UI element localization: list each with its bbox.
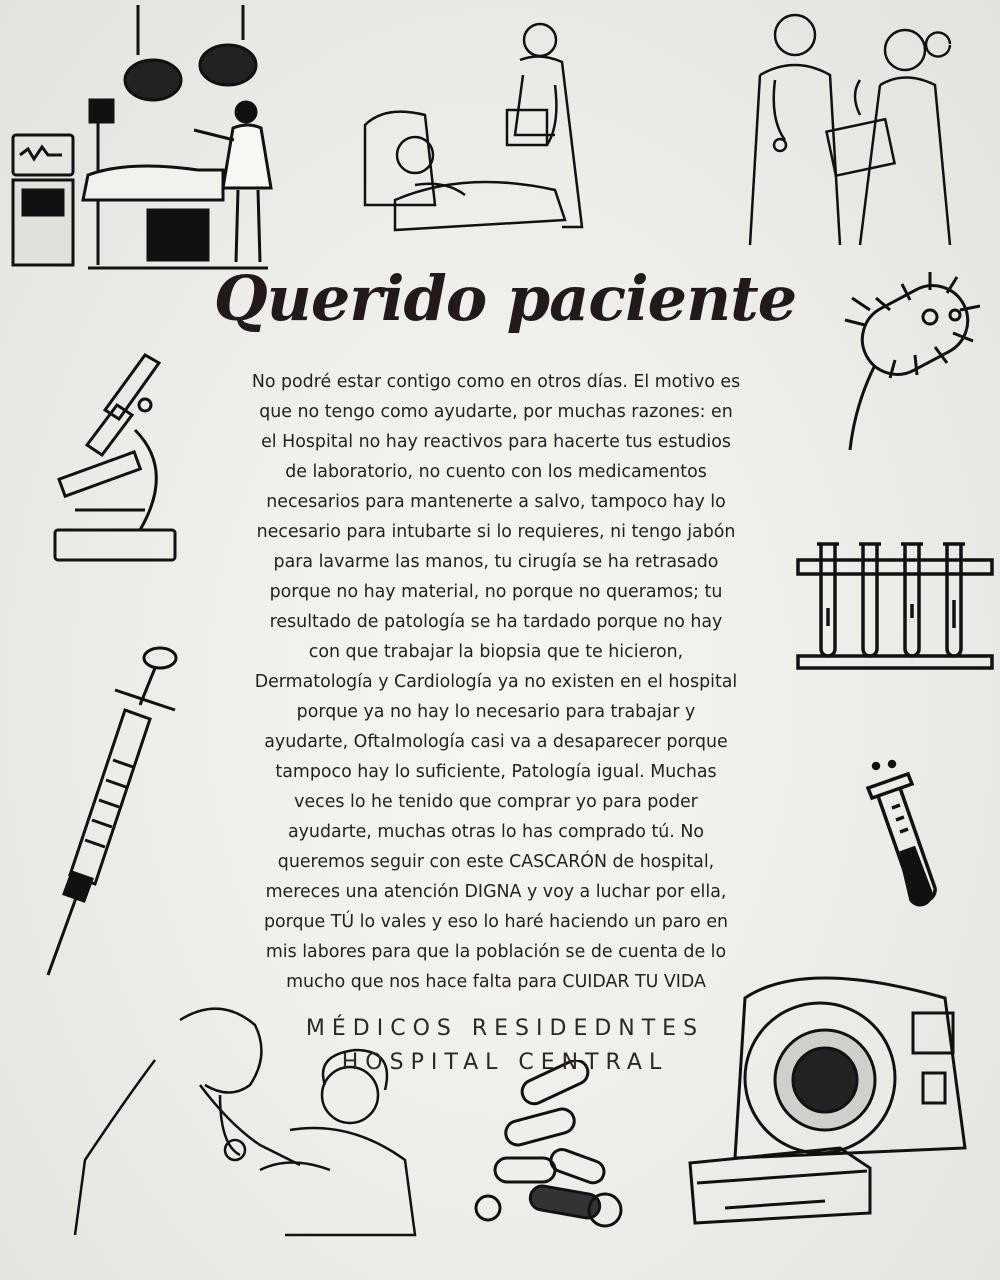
letter-title: Querido paciente xyxy=(213,262,797,335)
mri-scanner-icon xyxy=(685,958,985,1228)
microscope-icon xyxy=(45,345,185,570)
body-line: mis labores para que la población se de cuenta de lo xyxy=(265,942,727,962)
bacteria-icon xyxy=(835,255,995,455)
body-line: tampoco hay lo suficiente, Patología igual. Muchas xyxy=(275,762,717,782)
body-line: de laboratorio, no cuento con los medicamentos xyxy=(285,462,707,482)
body-line: para lavarme las manos, tu cirugía se ha retrasado xyxy=(273,552,719,572)
body-line: necesarios para mantenerte a salvo, tampoco hay lo xyxy=(266,492,726,512)
doctors-consult-icon xyxy=(720,5,970,250)
syringe-icon xyxy=(40,640,190,980)
body-line: con que trabajar la biopsia que te hicieron, xyxy=(308,642,684,662)
signature-line-2: HOSPITAL CENTRAL xyxy=(341,1050,669,1075)
test-tubes-rack-icon xyxy=(795,538,995,678)
body-line: el Hospital no hay reactivos para hacerte tus estudios xyxy=(261,432,731,452)
body-line: porque no hay material, no porque no queramos; tu xyxy=(269,582,723,602)
body-line: queremos seguir con este CASCARÓN de hospital, xyxy=(277,852,715,872)
body-line: Dermatología y Cardiología ya no existen en el hospital xyxy=(254,672,738,692)
body-line: mereces una atención DIGNA y voy a luchar por ella, xyxy=(265,882,727,902)
body-line: veces lo he tenido que comprar yo para poder xyxy=(294,792,698,812)
test-tube-icon xyxy=(858,758,958,918)
body-line: resultado de patología se ha tardado porque no hay xyxy=(269,612,723,632)
body-line: mucho que nos hace falta para CUIDAR TU VIDA xyxy=(286,972,706,992)
body-line: ayudarte, muchas otras lo has comprado tú. No xyxy=(287,822,705,842)
signature-line-1: MÉDICOS RESIDEDNTES xyxy=(305,1016,705,1041)
patient-bed-doctor-icon xyxy=(355,15,615,250)
letter-body xyxy=(196,367,796,997)
body-line: ayudarte, Oftalmología casi va a desaparecer porque xyxy=(264,732,728,752)
body-line: porque TÚ lo vales y eso lo haré haciendo un paro en xyxy=(263,912,729,932)
body-line: No podré estar contigo como en otros días. El motivo es xyxy=(251,372,741,392)
body-line: que no tengo como ayudarte, por muchas razones: en xyxy=(259,402,733,422)
operating-room-icon xyxy=(8,0,283,275)
letter-signature xyxy=(270,1012,740,1080)
body-line: necesario para intubarte si lo requieres, ni tengo jabón xyxy=(256,522,736,542)
pills-icon xyxy=(470,1060,625,1230)
body-line: porque ya no hay lo necesario para trabajar y xyxy=(296,702,696,722)
